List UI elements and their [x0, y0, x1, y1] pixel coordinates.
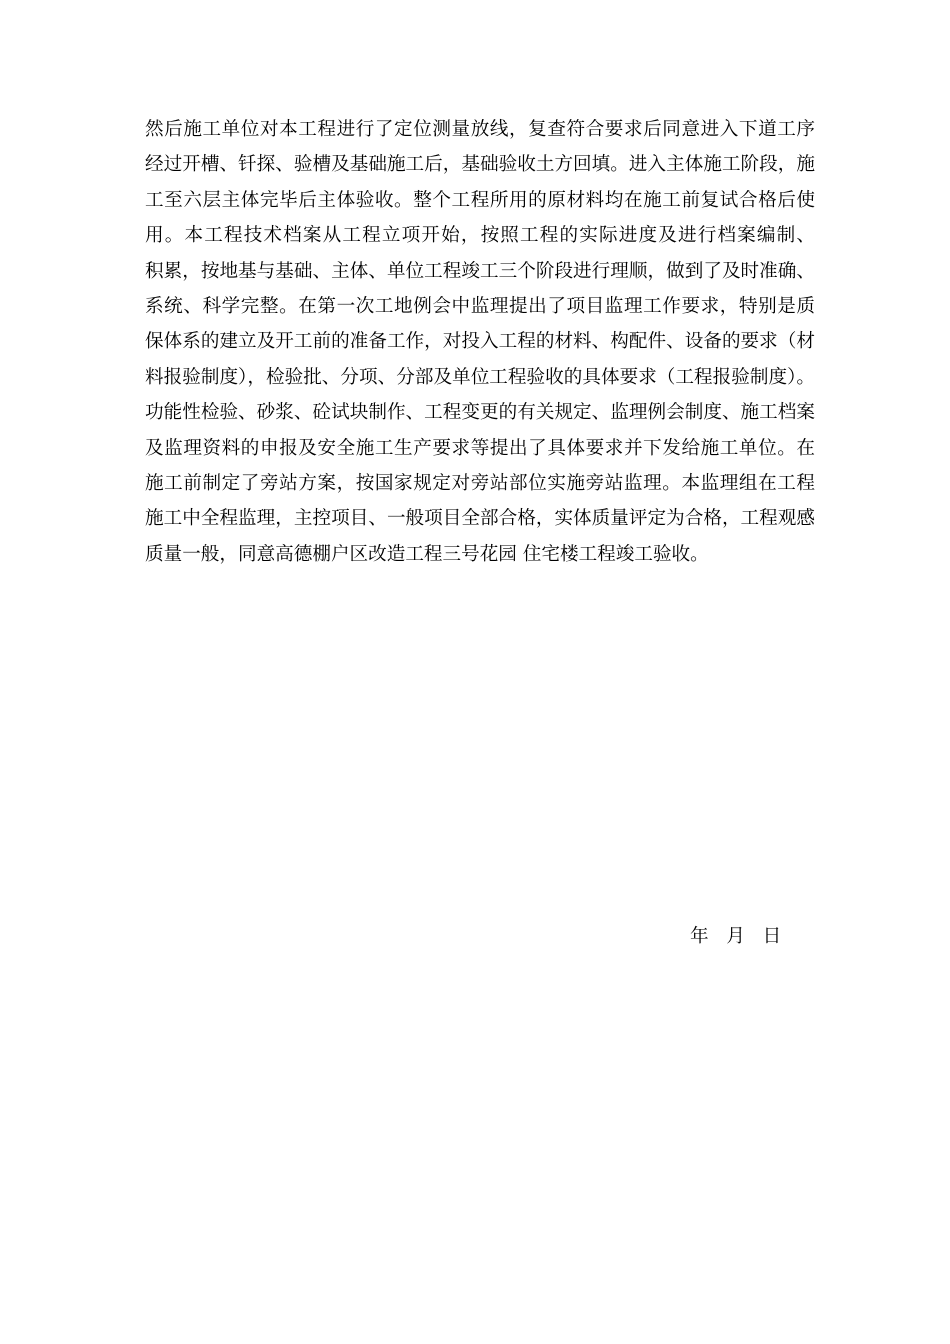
body-paragraph [145, 112, 815, 572]
paragraph-line: 质量一般，同意高德棚户区改造工程三号花园 住宅楼工程竣工验收。 [145, 543, 709, 565]
paragraph-line: 系统、科学完整。在第一次工地例会中监理提出了项目监理工作要求，特别是质 [145, 295, 815, 317]
paragraph-line: 用。本工程技术档案从工程立项开始，按照工程的实际进度及进行档案编制、 [145, 225, 815, 247]
paragraph-line: 保体系的建立及开工前的准备工作，对投入工程的材料、构配件、设备的要求（材 [145, 331, 815, 353]
paragraph-line: 然后施工单位对本工程进行了定位测量放线，复查符合要求后同意进入下道工序 [145, 119, 815, 140]
paragraph-line: 施工前制定了旁站方案，按国家规定对旁站部位实施旁站监理。本监理组在工程 [145, 472, 815, 494]
paragraph-line: 工至六层主体完毕后主体验收。整个工程所用的原材料均在施工前复试合格后使 [145, 189, 815, 211]
date-signature-line: 年 月 日 [690, 926, 782, 947]
paragraph-line: 料报验制度），检验批、分项、分部及单位工程验收的具体要求（工程报验制度）。 [145, 366, 815, 388]
paragraph-line: 及监理资料的申报及安全施工生产要求等提出了具体要求并下发给施工单位。在 [145, 437, 815, 459]
paragraph-line: 功能性检验、砂浆、砼试块制作、工程变更的有关规定、监理例会制度、施工档案 [145, 402, 815, 424]
paragraph-line: 积累，按地基与基础、主体、单位工程竣工三个阶段进行理顺，做到了及时准确、 [145, 260, 815, 282]
paragraph-line: 施工中全程监理，主控项目、一般项目全部合格，实体质量评定为合格，工程观感 [145, 508, 815, 530]
paragraph-line: 经过开槽、钎探、验槽及基础施工后，基础验收土方回填。进入主体施工阶段，施 [145, 154, 815, 176]
